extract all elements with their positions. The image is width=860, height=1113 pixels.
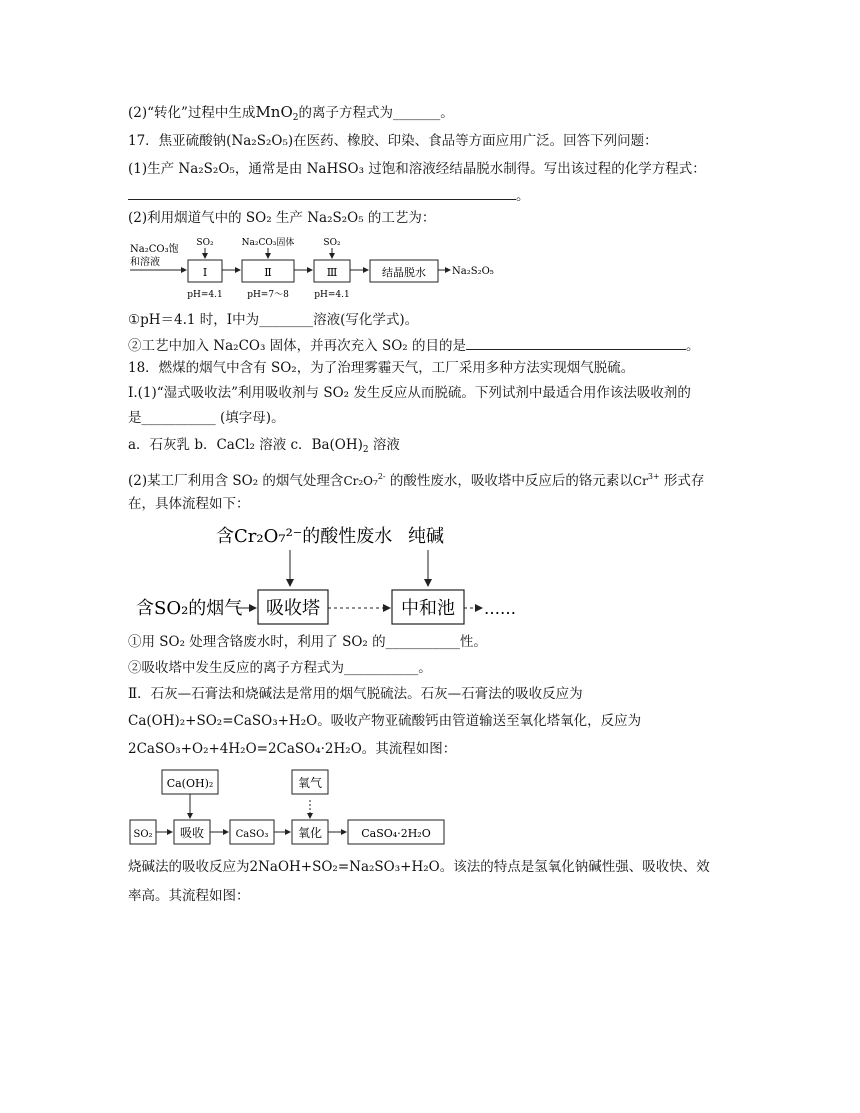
q18-part1-line2: 是___________ (填字母)。 xyxy=(128,410,285,426)
q17-part2: (2)利用烟道气中的 SO₂ 生产 Na₂S₂O₅ 的工艺为： xyxy=(128,210,436,226)
flow2-box-neutralizer: 中和池 xyxy=(401,598,455,619)
flow1-box-1: Ⅰ xyxy=(202,266,208,279)
q18-part1-line1: Ⅰ.(1)“湿式吸收法”利用吸收剂与 SO₂ 发生反应从而脱硫。下列试剂中最适合用作该法吸收剂的 xyxy=(128,385,691,401)
q17-part1: (1)生产 Na₂S₂O₅，通常是由 NaHSO₃ 过饱和溶液经结晶脱水制得。写出该过程的化学方程式： xyxy=(128,161,706,177)
flow2-box-absorber: 吸收塔 xyxy=(266,598,320,619)
flow1-ph-2: pH=7～8 xyxy=(247,290,289,300)
q16-part2: (2)“转化”过程中生成MnO$_2$的离子方程式为_______。 xyxy=(128,103,454,123)
flow1-input-line1: Na₂CO₃饱 xyxy=(130,244,179,255)
flow3-box-5: CaSO₄·2H₂O xyxy=(361,827,431,840)
q18-question-1: ①用 SO₂ 处理含铬废水时，利用了 SO₂ 的___________性。 xyxy=(128,634,487,650)
flow1-input-line2: 和溶液 xyxy=(130,257,160,268)
chromium-wastewater-flow xyxy=(128,518,538,626)
q18-part-ii-line2: Ca(OH)₂+SO₂=CaSO₃+H₂O。吸收产物亚硫酸钙由管道输送至氧化塔氧化，反应为 xyxy=(128,713,642,729)
lime-gypsum-flow xyxy=(128,766,458,850)
flow1-add-1: SO₂ xyxy=(196,238,214,248)
flow3-top-2: 氧气 xyxy=(297,776,323,790)
flow3-box-4: 氧化 xyxy=(297,826,323,840)
q18-options: a．石灰乳 b．CaCl₂ 溶液 c．$Ba(OH)_2$ 溶液 xyxy=(128,437,400,455)
flow1-ph-1: pH=4.1 xyxy=(187,290,223,300)
na2s2o5-process-flow xyxy=(128,232,508,304)
flow2-top-left: 含Cr₂O₇²⁻的酸性废水 xyxy=(216,526,393,547)
flow3-top-1: Ca(OH)₂ xyxy=(166,777,214,790)
q18-part-ii-line3: 2CaSO₃+O₂+4H₂O=2CaSO₄·2H₂O。其流程如图： xyxy=(128,741,457,757)
q17-question-2: ②工艺中加入 Na₂CO₃ 固体，并再次充入 SO₂ 的目的是 。 xyxy=(128,335,699,356)
flow1-box-4: 结晶脱水 xyxy=(382,266,426,279)
q18-naoh-line1: 烧碱法的吸收反应为2NaOH+SO₂=Na₂SO₃+H₂O。该法的特点是氢氧化钠碱性强、吸收快、效 xyxy=(128,859,710,875)
flow1-add-3: SO₂ xyxy=(323,238,341,248)
flow3-box-2: 吸收 xyxy=(179,826,205,840)
flow1-add-2: Na₂CO₃固体 xyxy=(241,238,295,248)
flow3-box-3: CaSO₃ xyxy=(235,829,269,840)
q17-part1-answer: 。 xyxy=(128,185,530,206)
flow2-left: 含SO₂的烟气 xyxy=(136,598,243,619)
answer-blank[interactable] xyxy=(128,185,516,200)
q18-naoh-line2: 率高。其流程如图： xyxy=(128,888,250,904)
flow1-ph-3: pH=4.1 xyxy=(314,290,350,300)
flow2-tail: …… xyxy=(484,599,516,618)
q17-stem: 17．焦亚硫酸钠(Na₂S₂O₅)在医药、橡胶、印染、食品等方面应用广泛。回答下列问题： xyxy=(128,133,658,149)
q18-part2-line1: (2)某工厂利用含 SO₂ 的烟气处理含Cr₂O₇$^{2-}$ 的酸性废水，吸收塔中反应后的铬元素以$Cr^{3+}$ 形式存 xyxy=(128,472,705,489)
flow1-box-2: Ⅱ xyxy=(264,266,272,279)
answer-blank[interactable] xyxy=(466,335,686,350)
q17-question-1: ①pH＝4.1 时，Ⅰ中为________溶液(写化学式)。 xyxy=(128,312,419,328)
flow1-box-3: Ⅲ xyxy=(326,266,338,279)
q18-part-ii-line1: Ⅱ．石灰—石膏法和烧碱法是常用的烟气脱硫法。石灰—石膏法的吸收反应为 xyxy=(128,686,583,702)
flow2-top-right: 纯碱 xyxy=(408,526,444,547)
flow3-box-1: SO₂ xyxy=(133,829,153,840)
q18-stem: 18．燃煤的烟气中含有 SO₂，为了治理雾霾天气，工厂采用多种方法实现烟气脱硫。 xyxy=(128,360,635,376)
q18-part2-line2: 在，具体流程如下： xyxy=(128,496,250,512)
flow1-product: Na₂S₂O₅ xyxy=(452,266,494,277)
q18-question-2: ②吸收塔中发生反应的离子方程式为___________。 xyxy=(128,660,432,676)
